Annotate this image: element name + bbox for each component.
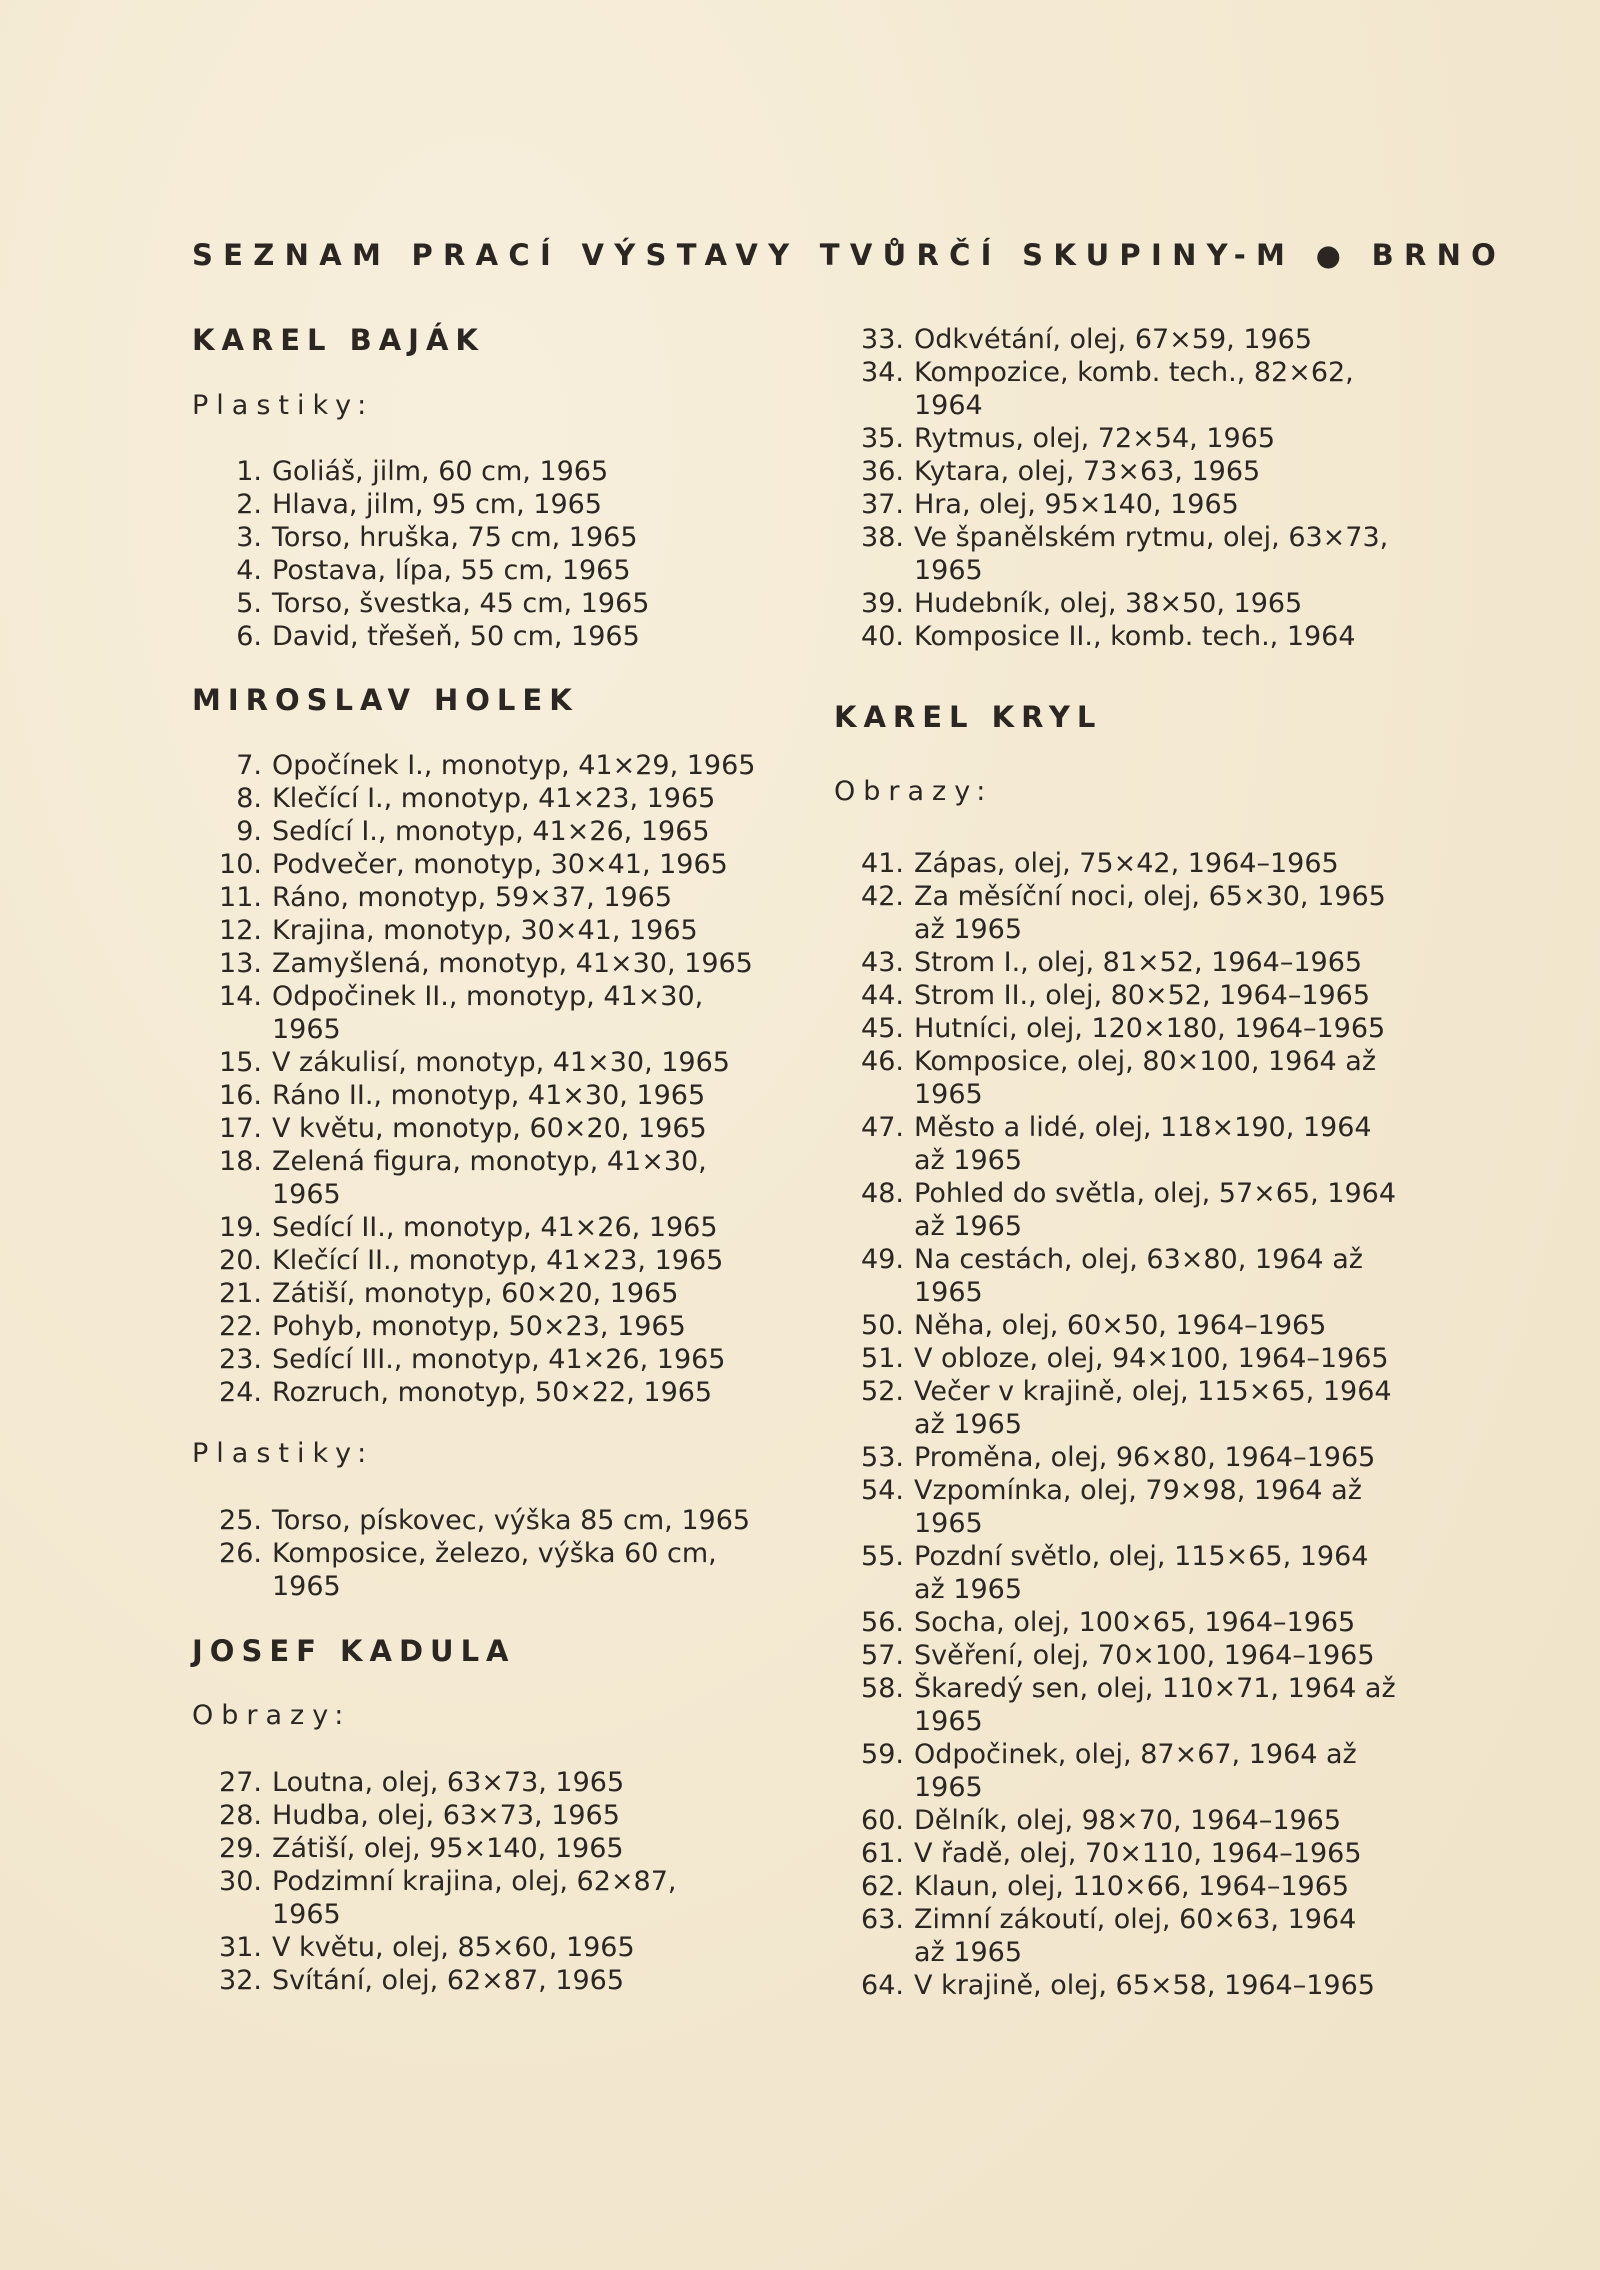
work-item-continuation <box>834 1936 1396 1969</box>
work-item <box>192 782 755 815</box>
work-number: 29. <box>219 1833 262 1864</box>
work-number: 60. <box>861 1805 904 1836</box>
work-number: 20. <box>219 1245 262 1276</box>
work-number: 58. <box>861 1673 904 1704</box>
work-description: Opočínek I., monotyp, 41×29, 1965 <box>272 750 756 781</box>
work-number: 56. <box>861 1607 904 1638</box>
work-description: Zimní zákoutí, olej, 60×63, 1964 <box>914 1904 1357 1935</box>
work-number: 38. <box>861 522 904 553</box>
work-description-continued: 1965 <box>272 1571 341 1602</box>
work-number: 59. <box>861 1739 904 1770</box>
work-item <box>192 587 649 620</box>
work-item-continuation <box>192 1178 755 1211</box>
work-item <box>192 1277 755 1310</box>
work-number: 10. <box>219 849 262 880</box>
work-number: 8. <box>236 783 262 814</box>
work-item <box>192 1211 755 1244</box>
work-description: Postava, lípa, 55 cm, 1965 <box>272 555 631 586</box>
work-item <box>192 1504 750 1537</box>
work-item <box>834 880 1396 913</box>
work-number: 7. <box>236 750 262 781</box>
work-number: 31. <box>219 1932 262 1963</box>
work-item <box>834 323 1388 356</box>
work-item <box>834 422 1388 455</box>
work-description: Zamyšlená, monotyp, 41×30, 1965 <box>272 948 753 979</box>
work-description: Komposice, olej, 80×100, 1964 až <box>914 1046 1377 1077</box>
work-item <box>192 1046 755 1079</box>
work-description: Goliáš, jilm, 60 cm, 1965 <box>272 456 609 487</box>
work-number: 52. <box>861 1376 904 1407</box>
work-item <box>192 1310 755 1343</box>
work-number: 21. <box>219 1278 262 1309</box>
work-description: Hudebník, olej, 38×50, 1965 <box>914 588 1303 619</box>
work-item <box>192 1112 755 1145</box>
work-number: 17. <box>219 1113 262 1144</box>
work-number: 33. <box>861 324 904 355</box>
work-number: 39. <box>861 588 904 619</box>
work-number: 51. <box>861 1343 904 1374</box>
work-description: Klečící I., monotyp, 41×23, 1965 <box>272 783 716 814</box>
work-description: Svěření, olej, 70×100, 1964–1965 <box>914 1640 1375 1671</box>
work-description: Něha, olej, 60×50, 1964–1965 <box>914 1310 1327 1341</box>
work-description: V květu, monotyp, 60×20, 1965 <box>272 1113 707 1144</box>
work-description: Ráno, monotyp, 59×37, 1965 <box>272 882 673 913</box>
work-number: 1. <box>236 456 262 487</box>
work-description: Ve španělském rytmu, olej, 63×73, <box>914 522 1389 553</box>
work-item <box>192 1145 755 1178</box>
work-description: Sedící III., monotyp, 41×26, 1965 <box>272 1344 726 1375</box>
work-item-continuation <box>834 1078 1396 1111</box>
work-item-continuation <box>834 1408 1396 1441</box>
work-number: 12. <box>219 915 262 946</box>
work-description: Zátiší, monotyp, 60×20, 1965 <box>272 1278 679 1309</box>
work-item <box>834 847 1396 880</box>
work-description: Hlava, jilm, 95 cm, 1965 <box>272 489 602 520</box>
work-description-continued: 1965 <box>914 1277 983 1308</box>
work-item <box>192 848 755 881</box>
work-item <box>192 1376 755 1409</box>
work-description: Klaun, olej, 110×66, 1964–1965 <box>914 1871 1350 1902</box>
work-description: Kytara, olej, 73×63, 1965 <box>914 456 1261 487</box>
artist-heading-bajak: KAREL BAJÁK <box>192 323 485 357</box>
work-item <box>834 1804 1396 1837</box>
work-description: Odpočinek II., monotyp, 41×30, <box>272 981 704 1012</box>
work-item <box>192 1079 755 1112</box>
work-description: V květu, olej, 85×60, 1965 <box>272 1932 635 1963</box>
work-number: 64. <box>861 1970 904 2001</box>
work-description: Torso, pískovec, výška 85 cm, 1965 <box>272 1505 751 1536</box>
work-item-continuation <box>834 1507 1396 1540</box>
work-number: 43. <box>861 947 904 978</box>
work-description: Hutníci, olej, 120×180, 1964–1965 <box>914 1013 1386 1044</box>
work-description: Zápas, olej, 75×42, 1964–1965 <box>914 848 1339 879</box>
work-description: Proměna, olej, 96×80, 1964–1965 <box>914 1442 1376 1473</box>
work-number: 49. <box>861 1244 904 1275</box>
work-number: 55. <box>861 1541 904 1572</box>
section-obrazy: Obrazy: <box>834 776 994 807</box>
work-number: 6. <box>236 621 262 652</box>
work-item <box>834 1342 1396 1375</box>
work-item-continuation <box>834 1573 1396 1606</box>
work-number: 18. <box>219 1146 262 1177</box>
work-description: Za měsíční noci, olej, 65×30, 1965 <box>914 881 1386 912</box>
work-description: Hra, olej, 95×140, 1965 <box>914 489 1239 520</box>
work-item <box>192 554 649 587</box>
work-number: 26. <box>219 1538 262 1569</box>
work-description-continued: až 1965 <box>914 1574 1023 1605</box>
work-number: 13. <box>219 948 262 979</box>
work-number: 36. <box>861 456 904 487</box>
work-description-continued: 1965 <box>272 1014 341 1045</box>
work-item <box>834 979 1396 1012</box>
works-list <box>192 455 649 653</box>
work-description: Na cestách, olej, 63×80, 1964 až <box>914 1244 1363 1275</box>
work-item <box>192 749 755 782</box>
work-number: 14. <box>219 981 262 1012</box>
work-item <box>834 1606 1396 1639</box>
work-item <box>834 587 1388 620</box>
work-number: 23. <box>219 1344 262 1375</box>
work-number: 47. <box>861 1112 904 1143</box>
work-description-continued: až 1965 <box>914 1211 1023 1242</box>
work-description: Město a lidé, olej, 118×190, 1964 <box>914 1112 1372 1143</box>
work-description: Socha, olej, 100×65, 1964–1965 <box>914 1607 1356 1638</box>
work-description: Pohyb, monotyp, 50×23, 1965 <box>272 1311 686 1342</box>
work-number: 30. <box>219 1866 262 1897</box>
work-number: 54. <box>861 1475 904 1506</box>
work-description: Podvečer, monotyp, 30×41, 1965 <box>272 849 728 880</box>
work-item-continuation <box>834 913 1396 946</box>
work-description: Strom II., olej, 80×52, 1964–1965 <box>914 980 1371 1011</box>
work-item <box>192 914 755 947</box>
work-description: V krajině, olej, 65×58, 1964–1965 <box>914 1970 1375 2001</box>
work-number: 32. <box>219 1965 262 1996</box>
work-item-continuation <box>834 389 1388 422</box>
work-number: 27. <box>219 1767 262 1798</box>
work-number: 61. <box>861 1838 904 1869</box>
work-item-continuation <box>192 1013 755 1046</box>
work-description: Sedící II., monotyp, 41×26, 1965 <box>272 1212 718 1243</box>
work-item <box>192 1799 676 1832</box>
work-description: Krajina, monotyp, 30×41, 1965 <box>272 915 698 946</box>
work-item <box>834 1639 1396 1672</box>
work-number: 37. <box>861 489 904 520</box>
work-description: Klečící II., monotyp, 41×23, 1965 <box>272 1245 724 1276</box>
work-description: Ráno II., monotyp, 41×30, 1965 <box>272 1080 706 1111</box>
work-number: 3. <box>236 522 262 553</box>
work-number: 62. <box>861 1871 904 1902</box>
work-number: 63. <box>861 1904 904 1935</box>
work-description: Škaredý sen, olej, 110×71, 1964 až <box>914 1673 1396 1704</box>
work-item-continuation <box>834 1705 1396 1738</box>
work-item <box>192 455 649 488</box>
work-description: Rytmus, olej, 72×54, 1965 <box>914 423 1276 454</box>
work-description: Odpočinek, olej, 87×67, 1964 až <box>914 1739 1357 1770</box>
work-description-continued: 1965 <box>914 1508 983 1539</box>
work-description: Strom I., olej, 81×52, 1964–1965 <box>914 947 1363 978</box>
work-number: 42. <box>861 881 904 912</box>
work-number: 57. <box>861 1640 904 1671</box>
work-number: 35. <box>861 423 904 454</box>
work-item <box>192 1537 750 1570</box>
work-item-continuation <box>834 554 1388 587</box>
works-list <box>192 749 755 1409</box>
work-description-continued: až 1965 <box>914 1409 1023 1440</box>
work-number: 5. <box>236 588 262 619</box>
work-description: Odkvétání, olej, 67×59, 1965 <box>914 324 1313 355</box>
works-list <box>834 323 1388 653</box>
work-item <box>834 620 1388 653</box>
work-number: 53. <box>861 1442 904 1473</box>
work-description-continued: 1965 <box>272 1179 341 1210</box>
works-list <box>834 847 1396 2002</box>
work-item <box>192 488 649 521</box>
work-number: 44. <box>861 980 904 1011</box>
work-item <box>834 1474 1396 1507</box>
work-item-continuation <box>834 1210 1396 1243</box>
work-item <box>192 521 649 554</box>
work-description: V řadě, olej, 70×110, 1964–1965 <box>914 1838 1362 1869</box>
work-number: 4. <box>236 555 262 586</box>
work-item <box>192 980 755 1013</box>
section-plastiky: Plastiky: <box>192 390 375 421</box>
work-item <box>192 1964 676 1997</box>
work-description: V obloze, olej, 94×100, 1964–1965 <box>914 1343 1389 1374</box>
work-number: 16. <box>219 1080 262 1111</box>
work-description: Rozruch, monotyp, 50×22, 1965 <box>272 1377 713 1408</box>
work-item <box>834 1012 1396 1045</box>
work-item <box>834 946 1396 979</box>
work-number: 11. <box>219 882 262 913</box>
work-item <box>192 1244 755 1277</box>
work-description: Hudba, olej, 63×73, 1965 <box>272 1800 620 1831</box>
works-list <box>192 1504 750 1603</box>
work-item <box>192 1931 676 1964</box>
work-item <box>192 1766 676 1799</box>
work-description: Svítání, olej, 62×87, 1965 <box>272 1965 625 1996</box>
work-description: Zelená figura, monotyp, 41×30, <box>272 1146 707 1177</box>
work-item <box>834 1441 1396 1474</box>
work-item <box>834 1738 1396 1771</box>
work-item <box>834 1177 1396 1210</box>
work-number: 50. <box>861 1310 904 1341</box>
work-description: Kompozice, komb. tech., 82×62, <box>914 357 1354 388</box>
work-number: 48. <box>861 1178 904 1209</box>
work-description: Podzimní krajina, olej, 62×87, <box>272 1866 677 1897</box>
work-description-continued: 1965 <box>914 1772 983 1803</box>
work-item <box>192 1832 676 1865</box>
work-description: Loutna, olej, 63×73, 1965 <box>272 1767 625 1798</box>
work-description: Pohled do světla, olej, 57×65, 1964 <box>914 1178 1396 1209</box>
work-item <box>834 455 1388 488</box>
work-description: Pozdní světlo, olej, 115×65, 1964 <box>914 1541 1369 1572</box>
section-plastiky: Plastiky: <box>192 1438 375 1469</box>
work-description: Dělník, olej, 98×70, 1964–1965 <box>914 1805 1342 1836</box>
work-number: 24. <box>219 1377 262 1408</box>
work-number: 22. <box>219 1311 262 1342</box>
work-description: Vzpomínka, olej, 79×98, 1964 až <box>914 1475 1362 1506</box>
work-description-continued: 1964 <box>914 390 983 421</box>
work-number: 2. <box>236 489 262 520</box>
work-description: David, třešeň, 50 cm, 1965 <box>272 621 640 652</box>
work-item-continuation <box>192 1898 676 1931</box>
work-description: V zákulisí, monotyp, 41×30, 1965 <box>272 1047 730 1078</box>
work-item-continuation <box>834 1771 1396 1804</box>
work-item <box>192 815 755 848</box>
work-description: Sedící I., monotyp, 41×26, 1965 <box>272 816 710 847</box>
work-item <box>834 488 1388 521</box>
work-description: Torso, hruška, 75 cm, 1965 <box>272 522 638 553</box>
work-description: Večer v krajině, olej, 115×65, 1964 <box>914 1376 1392 1407</box>
works-list <box>192 1766 676 1997</box>
work-description: Komposice II., komb. tech., 1964 <box>914 621 1356 652</box>
work-number: 45. <box>861 1013 904 1044</box>
work-item <box>192 947 755 980</box>
work-item <box>834 1111 1396 1144</box>
work-item <box>834 356 1388 389</box>
work-item <box>834 1540 1396 1573</box>
work-number: 40. <box>861 621 904 652</box>
work-number: 46. <box>861 1046 904 1077</box>
work-description: Komposice, železo, výška 60 cm, <box>272 1538 717 1569</box>
artist-heading-kryl: KAREL KRYL <box>834 700 1103 734</box>
work-number: 28. <box>219 1800 262 1831</box>
work-description-continued: 1965 <box>272 1899 341 1930</box>
work-number: 9. <box>236 816 262 847</box>
work-item <box>834 1243 1396 1276</box>
work-item-continuation <box>192 1570 750 1603</box>
work-description: Zátiší, olej, 95×140, 1965 <box>272 1833 624 1864</box>
work-description-continued: 1965 <box>914 555 983 586</box>
work-item <box>192 620 649 653</box>
work-item <box>192 1343 755 1376</box>
work-item <box>834 1309 1396 1342</box>
work-description-continued: až 1965 <box>914 1145 1023 1176</box>
work-description: Torso, švestka, 45 cm, 1965 <box>272 588 650 619</box>
page-title: SEZNAM PRACÍ VÝSTAVY TVŮRČÍ SKUPINY-M ● BRNO <box>192 238 1507 272</box>
artist-heading-holek: MIROSLAV HOLEK <box>192 683 579 717</box>
work-description-continued: až 1965 <box>914 914 1023 945</box>
work-item <box>834 1672 1396 1705</box>
work-item-continuation <box>834 1144 1396 1177</box>
work-item <box>192 881 755 914</box>
work-number: 41. <box>861 848 904 879</box>
work-item-continuation <box>834 1276 1396 1309</box>
work-number: 19. <box>219 1212 262 1243</box>
work-item <box>834 1870 1396 1903</box>
work-number: 34. <box>861 357 904 388</box>
work-number: 15. <box>219 1047 262 1078</box>
work-item <box>834 521 1388 554</box>
work-description-continued: 1965 <box>914 1706 983 1737</box>
work-number: 25. <box>219 1505 262 1536</box>
work-item <box>834 1837 1396 1870</box>
work-description-continued: až 1965 <box>914 1937 1023 1968</box>
work-description-continued: 1965 <box>914 1079 983 1110</box>
work-item <box>834 1903 1396 1936</box>
work-item <box>834 1045 1396 1078</box>
artist-heading-kadula: JOSEF KADULA <box>192 1634 516 1668</box>
work-item <box>192 1865 676 1898</box>
work-item <box>834 1375 1396 1408</box>
section-obrazy: Obrazy: <box>192 1700 352 1731</box>
work-item <box>834 1969 1396 2002</box>
